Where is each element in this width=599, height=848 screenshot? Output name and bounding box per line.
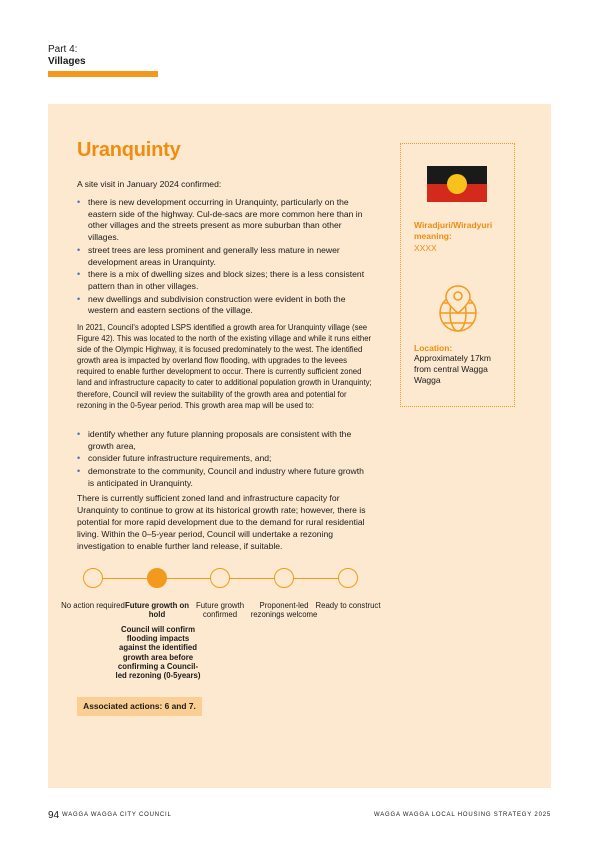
list-item: • demonstrate to the community, Council and industry where future growth is anticipated in Uranquinty. bbox=[77, 466, 364, 488]
timeline-note: Council will confirm flooding impacts against the identified growth area before confirming a Council-led rezoning (0-5years) bbox=[115, 625, 201, 681]
capacity-paragraph: There is currently sufficient zoned land and infrastructure capacity for Uranquinty to continue to grow at its historical growth rate; however, there is potential for more rapid development due to the demand for rural residential living. Within the 0–5-year period, Council will undertake a rezoning investigation to enable further land release, if suitable. bbox=[77, 493, 366, 551]
location-heading: Location: bbox=[414, 343, 453, 353]
list-item: • new dwellings and subdivision construction were evident in both the western and eastern sections of the village. bbox=[77, 293, 346, 316]
part-title: Villages bbox=[48, 56, 86, 67]
part-accent-bar bbox=[48, 71, 158, 77]
part-number: Part 4: bbox=[48, 44, 78, 55]
timeline-node bbox=[83, 568, 103, 588]
location-value: Approximately 17km from central Wagga Wagga bbox=[414, 353, 492, 386]
meaning-value: XXXX bbox=[414, 243, 437, 253]
page-number: 94 bbox=[48, 810, 60, 821]
lsps-paragraph: In 2021, Council's adopted LSPS identified a growth area for Uranquinty village (see Figure 42). This was located to the north of the existing village and while it runs either side of the Olympic Highway, it is focused predominately to the west. The identified growth area is impacted by overland flow flooding, with upgrades to the levees required to enable further development to occur. There is currently sufficient zoned land and infrastructure capacity to cater to additional population growth in Uranquinty; therefore, Council will review the suitability of the growth area and potential for rezoning in the 0-5year period. This growth area map will be used to: bbox=[77, 323, 372, 410]
bullet-icon: • bbox=[77, 269, 81, 280]
aboriginal-flag-icon bbox=[427, 166, 487, 202]
meaning-heading: Wiradjuri/Wiradyuri meaning: bbox=[414, 220, 493, 241]
timeline-step-label: Ready to construct bbox=[315, 601, 381, 610]
bullet-icon: • bbox=[77, 244, 81, 255]
footer-organisation: WAGGA WAGGA CITY COUNCIL bbox=[62, 812, 172, 818]
list-item: • consider future infrastructure requirements, and; bbox=[77, 453, 272, 464]
timeline-step-label: No action required bbox=[61, 601, 125, 610]
timeline-node-active bbox=[147, 568, 167, 588]
bullet-icon: • bbox=[77, 466, 81, 477]
timeline-node bbox=[210, 568, 230, 588]
part-heading bbox=[48, 44, 86, 68]
footer-document-title: WAGGA WAGGA LOCAL HOUSING STRATEGY 2025 bbox=[373, 812, 551, 818]
bullet-icon: • bbox=[77, 429, 81, 439]
timeline-step-label: Future growth confirmed bbox=[195, 601, 245, 619]
timeline-step-label-active: Future growth on hold bbox=[124, 601, 190, 619]
associated-actions-badge: Associated actions: 6 and 7. bbox=[77, 697, 202, 716]
timeline-step-label: Proponent-led rezonings welcome bbox=[250, 601, 318, 619]
growth-map-uses bbox=[77, 429, 367, 491]
list-item: • identify whether any future planning proposals are consistent with the growth area, bbox=[77, 429, 352, 451]
bullet-icon: • bbox=[77, 453, 81, 464]
globe-pin-icon bbox=[436, 283, 480, 335]
bullet-icon: • bbox=[77, 197, 81, 207]
list-item: • there is a mix of dwelling sizes and block sizes; there is a less consistent pattern than in other villages. bbox=[77, 269, 365, 291]
list-item: • there is new development occurring in Uranquinty, particularly on the eastern side of the highway. Cul-de-sacs are more common here than in other villages and the streets present as more suburban than other villages. bbox=[77, 197, 363, 243]
timeline-node bbox=[274, 568, 294, 588]
timeline-node bbox=[338, 568, 358, 588]
bullet-icon: • bbox=[77, 293, 81, 304]
intro-text: A site visit in January 2024 confirmed: bbox=[77, 179, 222, 189]
list-item: • street trees are less prominent and generally less mature in newer development areas in Uranquinty. bbox=[77, 244, 340, 267]
site-visit-findings bbox=[77, 197, 367, 318]
page-title: Uranquinty bbox=[77, 139, 181, 161]
